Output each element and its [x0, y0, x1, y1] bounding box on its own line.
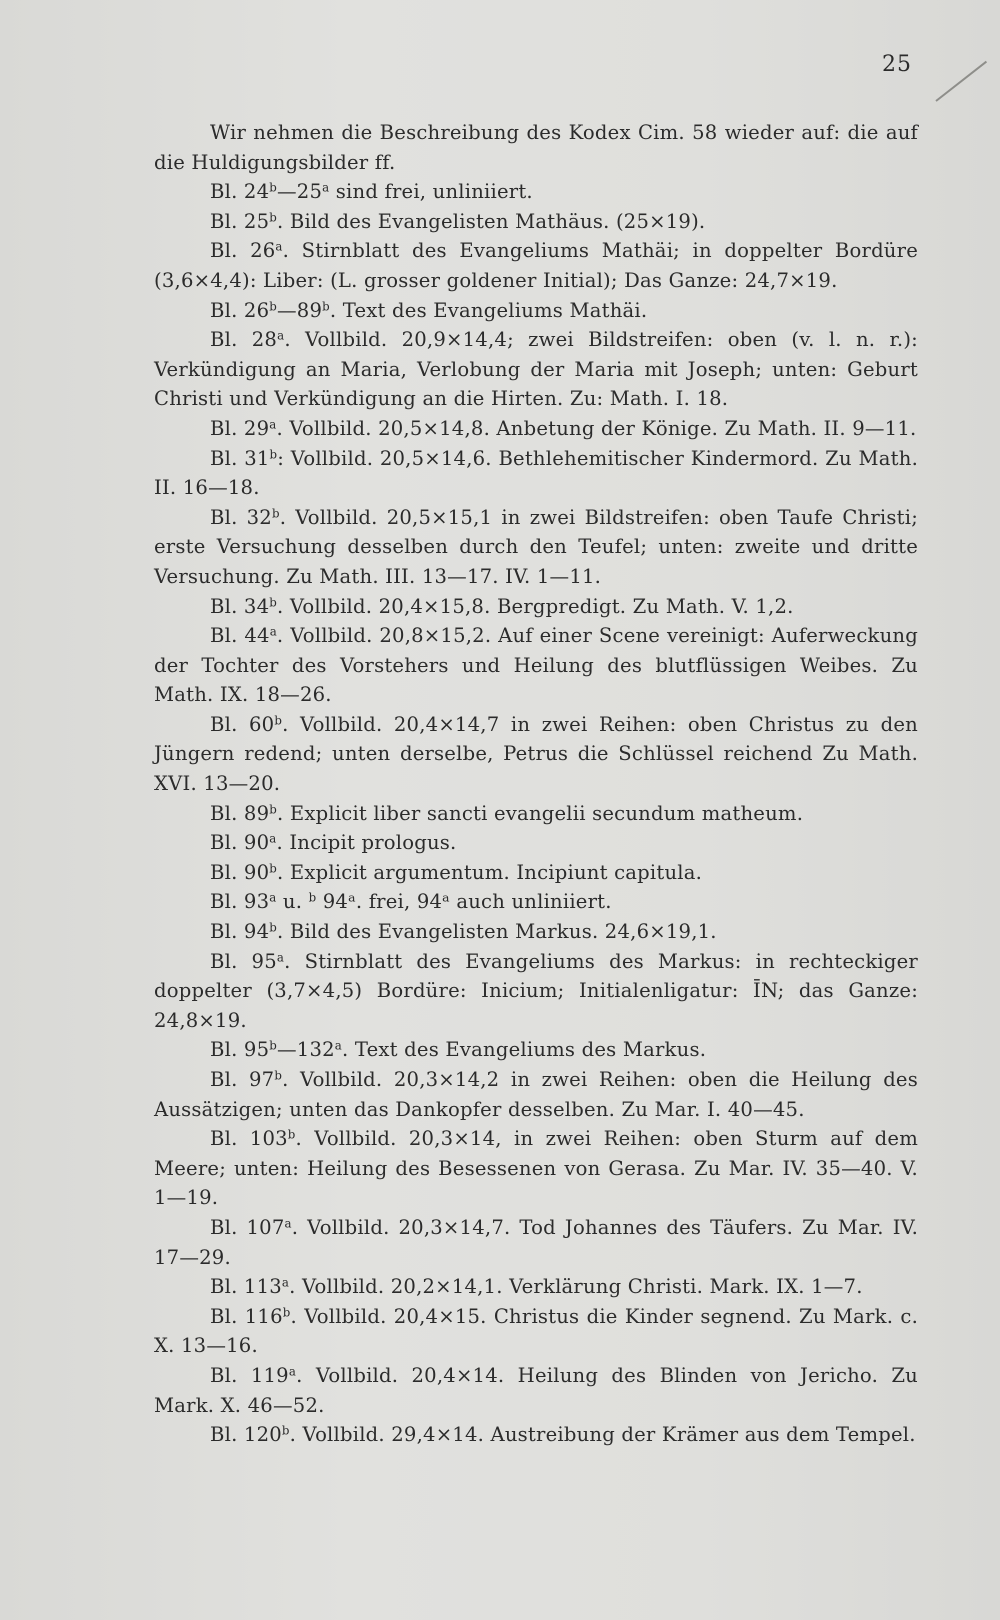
folio-side: a	[288, 1364, 297, 1379]
folio-side: a	[276, 950, 285, 965]
folio-range: u.	[276, 890, 309, 914]
folio-ref: Bl. 116	[210, 1304, 283, 1328]
folio-entry	[154, 236, 918, 295]
folio-entry	[154, 828, 918, 858]
entry-text: . Stirnblatt des Evangeliums Mathäi; in doppelter Bordüre (3,6×4,4): Liber: (L. grosser goldener Initial); Das Ganze: 24,7×19.	[154, 239, 918, 292]
folio-ref: Bl. 119	[210, 1363, 289, 1387]
folio-entry	[154, 325, 918, 414]
folio-ref: Bl. 25	[210, 209, 270, 233]
folio-entry	[154, 1124, 918, 1213]
entry-text: . Vollbild. 20,8×15,2. Auf einer Scene vereinigt: Auferweckung der Tochter des Vorstehers und Heilung des blutflüssigen Weibes. Zu Math. IX. 18—26.	[154, 624, 918, 707]
folio-ref: Bl. 26	[210, 239, 276, 263]
entry-text: . Vollbild. 20,5×14,8. Anbetung der Könige. Zu Math. II. 9—11.	[276, 416, 917, 440]
folio-entry	[154, 1035, 918, 1065]
folio-side: a	[269, 417, 277, 432]
folio-entry	[154, 1272, 918, 1302]
folio-ref: Bl. 29	[210, 416, 270, 440]
folio-ref: Bl. 95	[210, 949, 277, 973]
folio-side: a	[322, 180, 330, 195]
entry-text: . Vollbild. 20,3×14, in zwei Reihen: oben Sturm auf dem Meere; unten: Heilung des Besessenen von Gerasa. Zu Mar. IV. 35—40. V. 1—19.	[154, 1127, 918, 1210]
folio-entry	[154, 296, 918, 326]
folio-ref: Bl. 26	[210, 298, 270, 322]
entry-text: . Explicit argumentum. Incipiunt capitula.	[277, 860, 703, 884]
folio-side: a	[269, 831, 277, 846]
entry-text: . Text des Evangeliums des Markus.	[342, 1038, 707, 1062]
folio-side: b	[281, 1423, 290, 1438]
folio-entry	[154, 710, 918, 799]
entry-text: . Vollbild. 20,3×14,7. Tod Johannes des Täufers. Zu Mar. IV. 17—29.	[154, 1215, 919, 1269]
folio-entry	[154, 1302, 918, 1361]
entry-text: . Vollbild. 29,4×14. Austreibung der Krämer aus dem Tempel.	[289, 1423, 916, 1447]
folio-entry	[154, 799, 918, 829]
folio-ref: Bl. 34	[210, 594, 270, 618]
entry-text: sind frei, unliniiert.	[329, 180, 533, 204]
folio-entry	[154, 444, 918, 503]
folio-side: a	[275, 239, 283, 254]
page-number: 25	[882, 52, 912, 77]
folio-side: b	[269, 210, 277, 225]
folio-ref: Bl. 103	[210, 1127, 288, 1151]
folio-entry	[154, 858, 918, 888]
folio-ref: Bl. 94	[210, 920, 270, 944]
folio-ref: Bl. 31	[210, 446, 270, 470]
entry-text: . Vollbild. 20,4×15. Christus die Kinder segnend. Zu Mark. c. X. 13—16.	[154, 1304, 918, 1358]
folio-entry	[154, 621, 918, 710]
entry-text: . Vollbild. 20,9×14,4; zwei Bildstreifen: oben (v. l. n. r.): Verkündigung an Maria, Verlobung der Maria mit Joseph; unten: Geburt Christi und Verkündigung an die Hirten. Zu: Math. I. 18.	[154, 328, 918, 411]
folio-ref: Bl. 28	[210, 328, 278, 352]
intro-paragraph	[154, 118, 918, 177]
folio-entry	[154, 887, 918, 917]
entry-text: . Text des Evangeliums Mathäi.	[329, 298, 648, 322]
folio-ref: Bl. 93	[210, 890, 270, 914]
folio-ref: Bl. 113	[210, 1275, 282, 1299]
paragraph-text: Wir nehmen die Beschreibung des Kodex Cim. 58 wieder auf: die auf die Huldigungsbilder ff.	[154, 121, 918, 174]
folio-side: b	[269, 1038, 277, 1053]
folio-side: b	[287, 1127, 296, 1142]
folio-ref: Bl. 95	[210, 1038, 270, 1062]
folio-side: b	[269, 299, 277, 314]
folio-side: b	[282, 1305, 291, 1320]
folio-side: a	[334, 1038, 343, 1053]
entry-text: : Vollbild. 20,5×14,6. Bethlehemitischer Kindermord. Zu Math. II. 16—18.	[154, 446, 918, 500]
folio-side: b	[308, 890, 317, 905]
folio-side: b	[274, 713, 283, 728]
entry-text: . Stirnblatt des Evangeliums des Markus: in rechteckiger doppelter (3,7×4,5) Bordüre: Inicium; Initialenligatur: ĪN; das Ganze: 24,8×19.	[154, 949, 918, 1032]
folio-ref: Bl. 60	[210, 712, 275, 736]
folio-side: b	[269, 595, 277, 610]
page-body	[154, 118, 918, 1450]
folio-side: a	[269, 624, 277, 639]
folio-entry	[154, 947, 918, 1036]
folio-ref: Bl. 90	[210, 860, 270, 884]
folio-entry	[154, 917, 918, 947]
folio-ref: Bl. 120	[210, 1423, 282, 1447]
entry-text: . Vollbild. 20,3×14,2 in zwei Reihen: oben die Heilung des Aussätzigen; unten das Dankopfer desselben. Zu Mar. I. 40—45.	[154, 1068, 918, 1121]
folio-range: —89	[277, 298, 323, 322]
entry-text: . Bild des Evangelisten Mathäus. (25×19).	[277, 209, 706, 233]
entry-text: . Incipit prologus.	[276, 831, 457, 855]
folio-entry	[154, 1065, 918, 1124]
entry-text: . Bild des Evangelisten Markus. 24,6×19,1.	[277, 920, 717, 944]
entry-text: . Vollbild. 20,5×15,1 in zwei Bildstreifen: oben Taufe Christi; erste Versuchung desselben durch den Teufel; unten: zweite und dritte Versuchung. Zu Math. III. 13—17. IV. 1—11.	[154, 505, 918, 588]
pencil-mark	[935, 61, 987, 102]
folio-entry	[154, 1361, 918, 1420]
folio-side: a	[284, 1216, 292, 1231]
folio-entry	[154, 207, 918, 237]
folio-ref: Bl. 32	[210, 505, 272, 529]
folio-ref: Bl. 90	[210, 831, 270, 855]
folio-entry	[154, 1213, 918, 1272]
folio-side: b	[269, 802, 277, 817]
entry-text: . Vollbild. 20,4×15,8. Bergpredigt. Zu Math. V. 1,2.	[277, 594, 794, 618]
folio-ref: Bl. 107	[210, 1215, 285, 1239]
folio-side: a	[277, 328, 285, 343]
folio-range: —25	[277, 180, 323, 204]
folio-entry	[154, 177, 918, 207]
folio-side: b	[269, 920, 277, 935]
entry-text: . Explicit liber sancti evangelii secundum matheum.	[277, 801, 804, 825]
folio-side: b	[322, 299, 330, 314]
entry-text: . Vollbild. 20,2×14,1. Verklärung Christi. Mark. IX. 1—7.	[289, 1275, 863, 1299]
folio-entry	[154, 503, 918, 592]
entry-text: . Vollbild. 20,4×14. Heilung des Blinden von Jericho. Zu Mark. X. 46—52.	[154, 1363, 918, 1417]
entry-text: 94ᵃ. frei, 94ᵃ auch unliniiert.	[316, 890, 612, 914]
folio-side: b	[269, 447, 278, 462]
folio-ref: Bl. 97	[210, 1068, 275, 1091]
folio-side: b	[274, 1068, 283, 1083]
folio-side: a	[269, 890, 277, 905]
folio-side: b	[269, 861, 277, 876]
folio-side: a	[281, 1275, 290, 1290]
folio-entry	[154, 414, 918, 444]
entry-text: . Vollbild. 20,4×14,7 in zwei Reihen: oben Christus zu den Jüngern redend; unten derselbe, Petrus die Schlüssel reichend Zu Math. XVI. 13—20.	[154, 712, 918, 796]
folio-side: b	[271, 506, 280, 521]
folio-side: b	[269, 180, 277, 195]
folio-ref: Bl. 44	[210, 624, 270, 648]
folio-range: —132	[277, 1038, 335, 1062]
folio-entry	[154, 1420, 918, 1450]
folio-ref: Bl. 89	[210, 801, 270, 825]
folio-ref: Bl. 24	[210, 180, 270, 204]
folio-entry	[154, 592, 918, 622]
